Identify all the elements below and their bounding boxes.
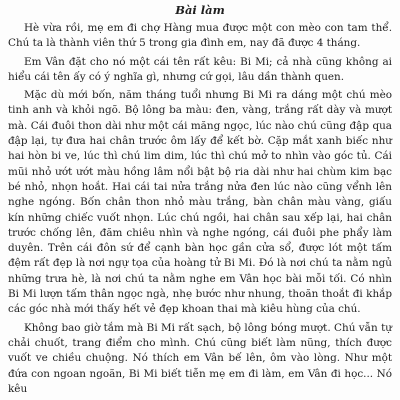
document-body	[8, 21, 392, 397]
paragraph-4: Không bao giờ tắm mà Bi Mi rất sạch, bộ lông bóng mượt. Chú vẫn tự chải chuốt, trang điểm cho mình. Chú cũng biết làm nũng, thích được vuốt ve chiều chuộng. Nó thích em Vân bế lên, ôm vào lòng. Như một đứa con ngoan ngoãn, Bi Mi biết tiễn mẹ em đi làm, em Vân đi học... Nó kêu	[8, 321, 392, 395]
paragraph-2: Em Vân đặt cho nó một cái tên rất kêu: Bi Mi; cả nhà cũng không ai hiểu cái tên ấy có ý nghĩa gì, nhưng cứ gọi, lâu dần thành quen.	[8, 55, 392, 83]
paragraph-1: Hè vừa rồi, mẹ em đi chợ Hàng mua được một con mèo con tam thể. Chú ta là thành viên thứ 5 trong gia đình em, nay đã được 4 tháng.	[8, 22, 392, 50]
document-title: Bài làm	[175, 3, 225, 17]
paragraph-3: Mặc dù mới bốn, năm tháng tuổi nhưng Bi Mi ra dáng một chú mèo tinh anh và khỏi ngõ. Bộ lông ba màu: đen, vàng, trắng rất dày và mượt mà. Cái đuôi thon dài như một cái măng ngọc, lúc nào chú cũng đập qua đập lại, tự đưa hai chân trước ôm lấy để kết bờ. Cặp mắt xanh biếc như hai hòn bi ve, lúc thì chú lim dim, lúc thì chú mở to nhìn vào góc tủ. Cái mũi nhỏ ướt ướt màu hồng lâm nổi bật bộ ria dài như hai chùm kim bạc bé nhỏ, nhọn hoắt. Hai cái tai nửa trắng nửa đen lúc nào cũng vểnh lên nghe ngóng. Bốn chân thon nhỏ màu trắng, bàn chân màu vàng, giấu kín những chiếc vuốt nhọn. Lúc chú ngồi, hai chân sau xếp lại, hai chân trước chống lên, đăm chiêu nhìn và nghe ngóng, cái đuôi phe phẩy làm duyên. Trên cái đôn sứ để cạnh bàn học gần cửa sổ, được lót một tấm đệm rất đẹp là nơi ngự tọa của hoàng tử Bi Mi. Đó là nơi chú ta nằm ngủ những trưa hè, là nơi chú ta nằm nghe em Vân học bài mỗi tối. Có nhìn Bi Mi lượn tấm thân ngọc ngà, nhẹ bước như nhung, thoăn thoắt đi khắp các góc nhà mới thấy hết vẻ đẹp khoan thai mà kiêu hùng của chú.	[8, 89, 392, 316]
